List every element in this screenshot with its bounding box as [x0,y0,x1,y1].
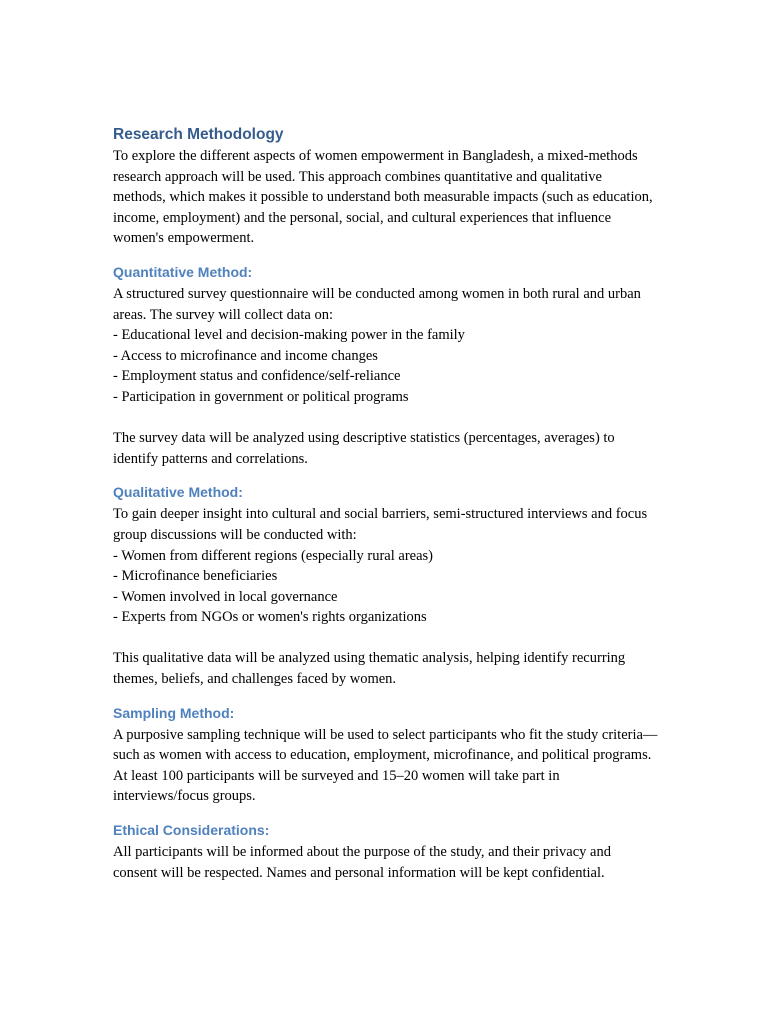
document-title: Research Methodology [113,126,284,143]
sampling-heading: Sampling Method: [113,704,235,721]
list-item: - Experts from NGOs or women's rights organizations [113,609,427,626]
qualitative-closing: This qualitative data will be analyzed using thematic analysis, helping identify recurring themes, beliefs, and challenges faced by women. [113,650,626,688]
list-item: - Women involved in local governance [113,588,338,605]
document-page [113,125,658,883]
list-item: - Employment status and confidence/self-reliance [113,368,401,385]
sampling-paragraph: A purposive sampling technique will be used to select participants who fit the study criteria—such as women with access to education, employment, microfinance, and political programs. At least 100 participants will be surveyed and 15–20 women will take part in interviews/focus groups. [113,726,658,805]
quantitative-heading: Quantitative Method: [113,263,253,280]
list-item: - Microfinance beneficiaries [113,568,278,585]
list-item: - Participation in government or political programs [113,388,409,405]
quantitative-lead: A structured survey questionnaire will be conducted among women in both rural and urban areas. The survey will collect data on: [113,285,641,323]
qualitative-list [113,546,658,628]
list-item: - Educational level and decision-making power in the family [113,327,465,344]
ethics-paragraph: All participants will be informed about the purpose of the study, and their privacy and consent will be respected. Names and personal information will be kept confidential. [113,844,611,881]
ethics-heading: Ethical Considerations: [113,822,270,839]
list-item: - Access to microfinance and income changes [113,347,378,364]
list-item: - Women from different regions (especially rural areas) [113,547,433,564]
intro-paragraph: To explore the different aspects of women empowerment in Bangladesh, a mixed-methods research approach will be used. This approach combines quantitative and qualitative methods, which makes it possible to understand both measurable impacts (such as education, income, employment) and the personal, social, and cultural experiences that influence women's empowerment. [113,148,653,247]
qualitative-heading: Qualitative Method: [113,484,243,501]
qualitative-lead: To gain deeper insight into cultural and social barriers, semi-structured interviews and focus group discussions will be conducted with: [113,506,648,543]
quantitative-closing: The survey data will be analyzed using descriptive statistics (percentages, averages) to identify patterns and correlations. [113,430,615,467]
quantitative-list [113,325,658,407]
